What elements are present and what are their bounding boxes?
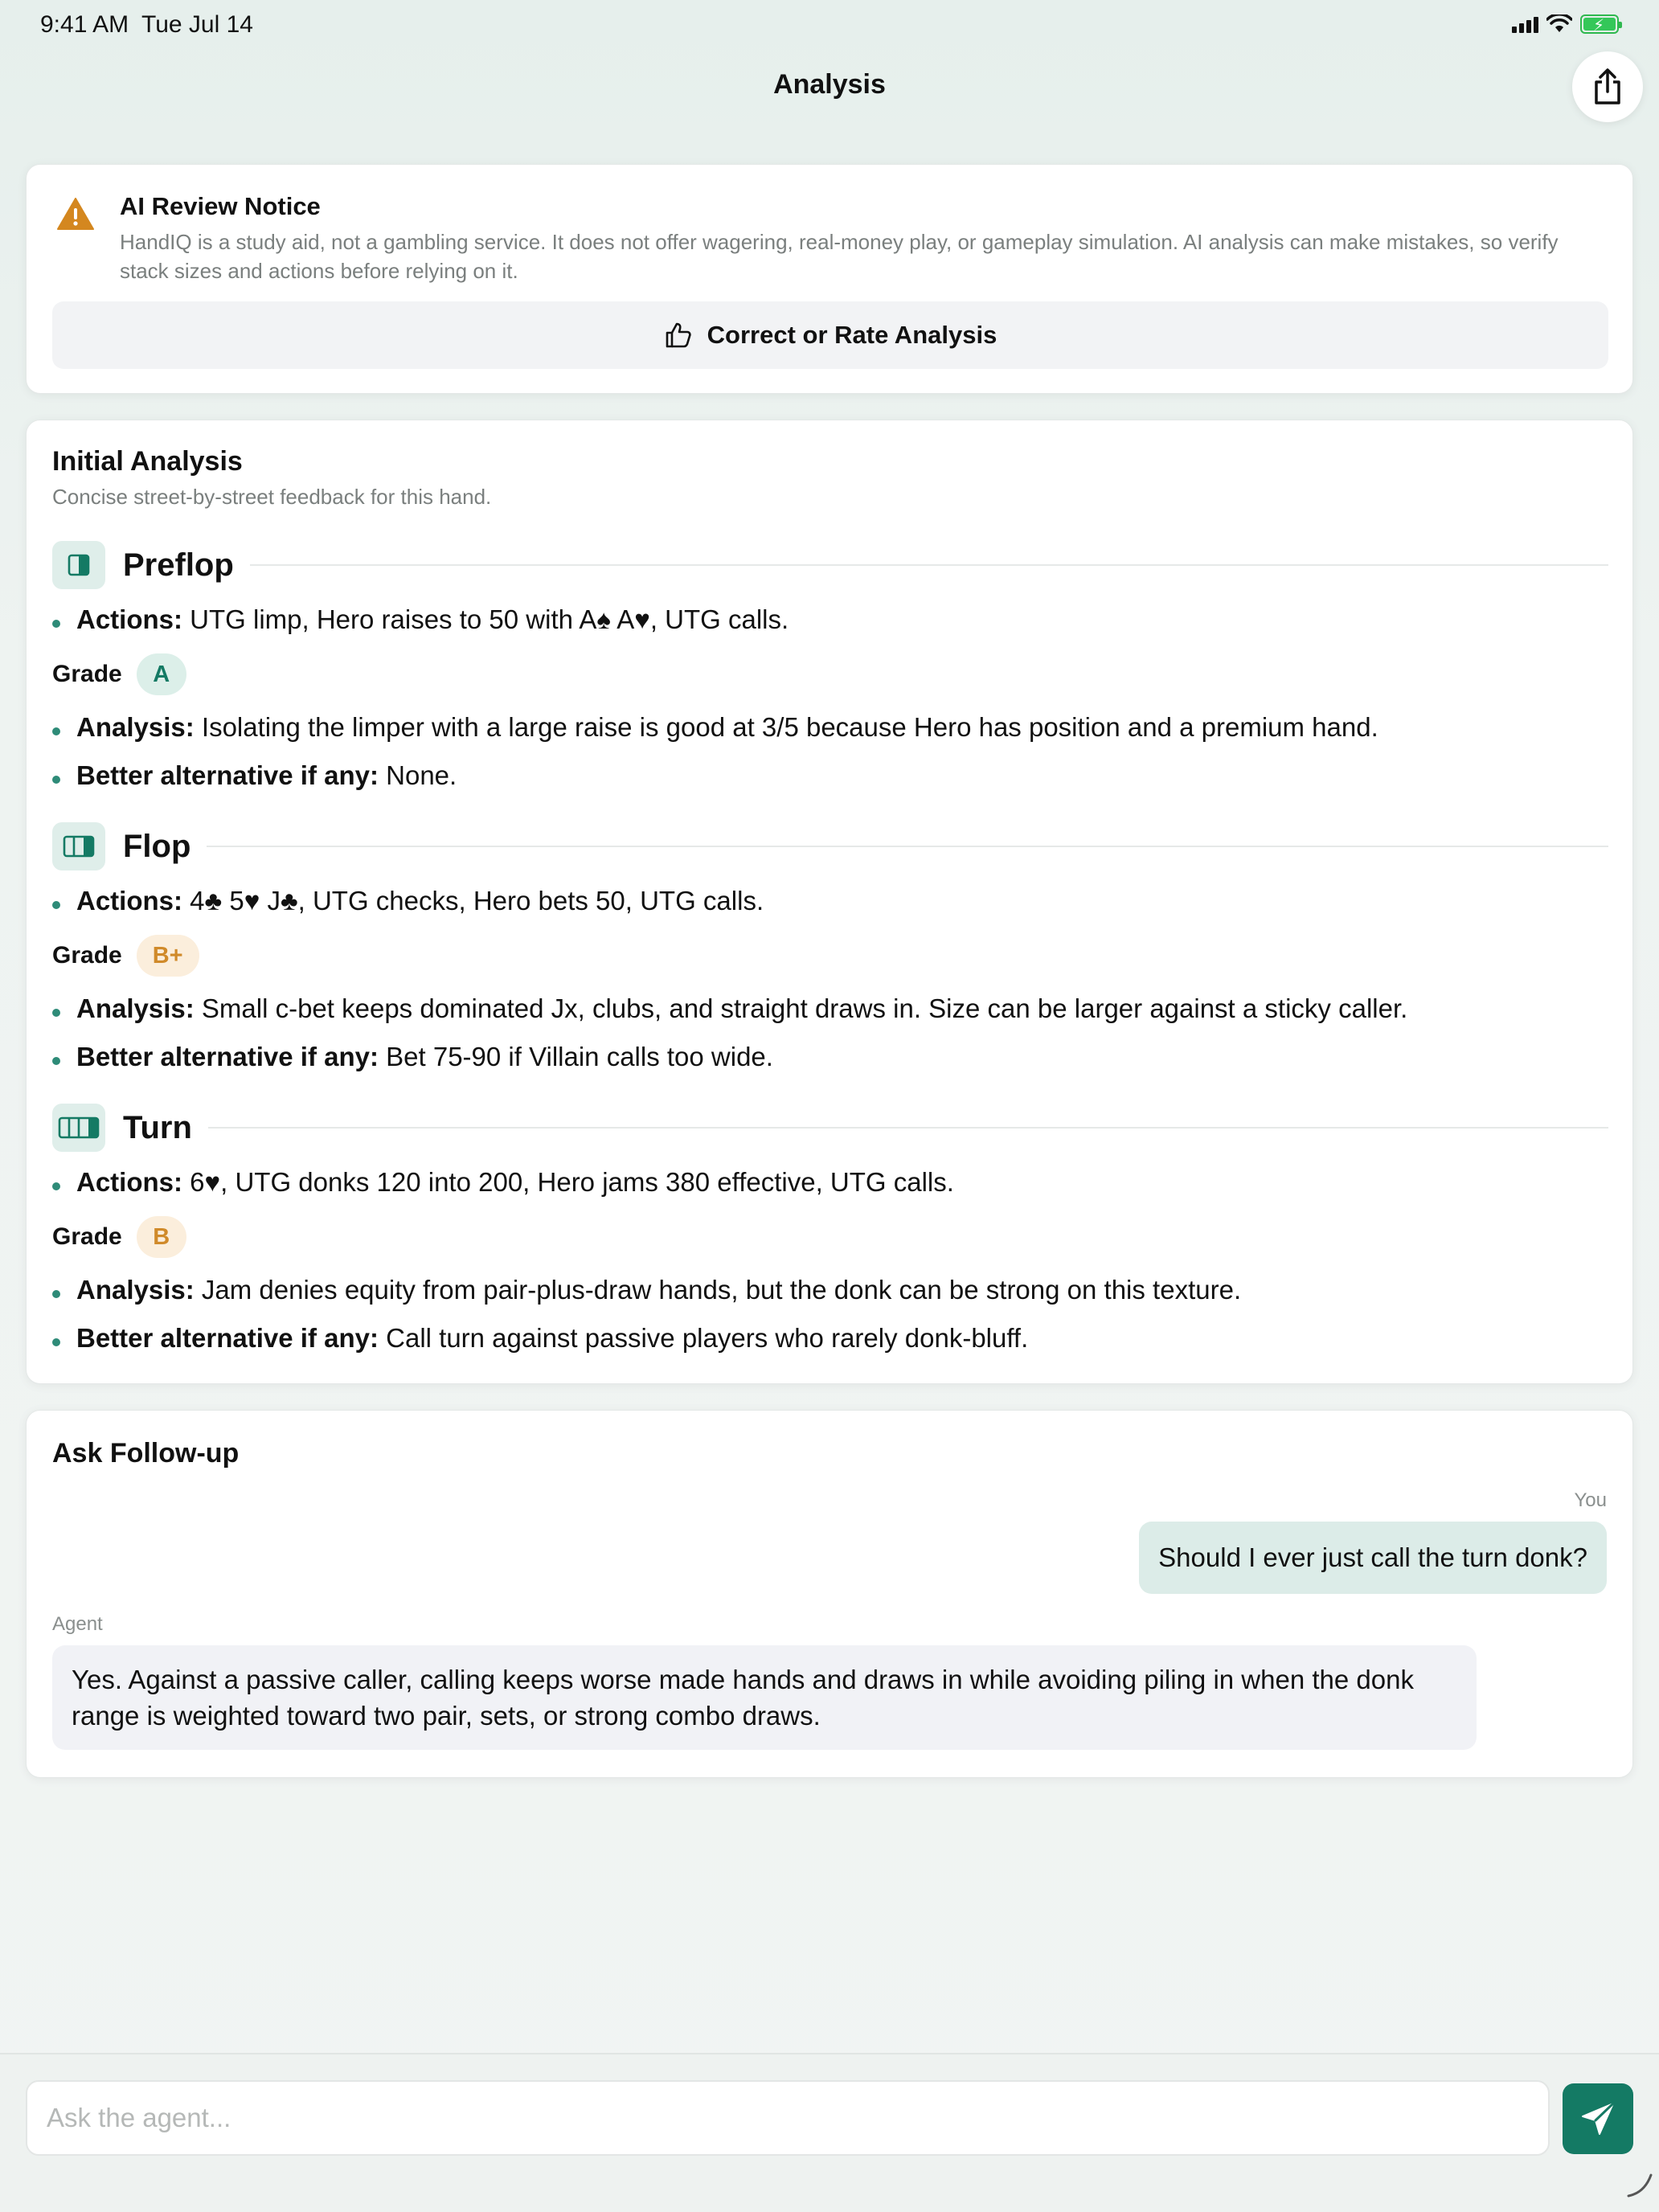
analysis-title: Initial Analysis [52, 446, 243, 477]
grade-badge: A [137, 653, 186, 695]
status-date: Tue Jul 14 [141, 11, 253, 38]
analysis-bullet: Analysis: Small c-bet keeps dominated Jx, clubs, and straight draws in. Size can be larger against a sticky caller. [52, 991, 1608, 1026]
share-button[interactable] [1572, 51, 1643, 122]
grade-label: Grade [52, 1223, 122, 1250]
flop-icon [52, 822, 105, 870]
street-header-flop [52, 822, 1608, 870]
send-button[interactable] [1563, 2083, 1633, 2154]
alternative-bullet: Better alternative if any: Call turn against passive players who rarely donk-bluff. [52, 1321, 1608, 1356]
street-header-turn [52, 1104, 1608, 1152]
analysis-bullet: Analysis: Jam denies equity from pair-plus-draw hands, but the donk can be strong on this texture. [52, 1272, 1608, 1308]
rate-button-label: Correct or Rate Analysis [707, 321, 997, 349]
resize-grabber-icon [1625, 2170, 1654, 2199]
grade-row [52, 1216, 186, 1258]
followup-title: Ask Follow-up [52, 1438, 240, 1469]
actions-bullet: Actions: UTG limp, Hero raises to 50 with A♠ A♥, UTG calls. [52, 602, 1608, 637]
ai-review-notice-card [26, 164, 1633, 394]
ask-agent-input[interactable] [26, 2080, 1550, 2156]
street-name: Turn [123, 1109, 192, 1145]
divider [250, 564, 1608, 566]
divider [208, 1127, 1608, 1129]
analysis-subtitle: Concise street-by-street feedback for this hand. [52, 485, 492, 509]
notice-body: HandIQ is a study aid, not a gambling service. It does not offer wagering, real-money play, or gameplay simulation. AI analysis can make mistakes, so verify stack sizes and actions before relying on it. [120, 230, 1559, 283]
preflop-icon [52, 541, 105, 589]
status-bar [0, 0, 1659, 51]
share-icon [1591, 68, 1624, 106]
agent-role-label: Agent [52, 1613, 103, 1635]
battery-charging-icon: ⚡ [1580, 14, 1619, 34]
actions-bullet: Actions: 4♣ 5♥ J♣, UTG checks, Hero bets 50, UTG calls. [52, 883, 1608, 919]
grade-row [52, 935, 199, 977]
agent-message-bubble: Yes. Against a passive caller, calling keeps worse made hands and draws in while avoiding piling in when the donk range is weighted toward two pair, sets, or strong combo draws. [52, 1645, 1477, 1750]
composer-bar [0, 2053, 1659, 2212]
status-indicators [1512, 14, 1619, 34]
ask-followup-card [26, 1410, 1633, 1778]
street-name: Preflop [123, 547, 234, 583]
actions-bullet: Actions: 6♥, UTG donks 120 into 200, Hero jams 380 effective, UTG calls. [52, 1165, 1608, 1200]
street-name: Flop [123, 828, 191, 864]
thumbs-up-icon [664, 321, 693, 350]
status-time: 9:41 AM [40, 11, 129, 38]
user-message-bubble: Should I ever just call the turn donk? [1139, 1522, 1607, 1594]
analysis-bullet: Analysis: Isolating the limper with a large raise is good at 3/5 because Hero has position and a premium hand. [52, 710, 1608, 745]
notice-title: AI Review Notice [120, 192, 321, 220]
wifi-icon [1546, 14, 1572, 34]
grade-badge: B [137, 1216, 186, 1258]
grade-label: Grade [52, 942, 122, 969]
correct-or-rate-analysis-button[interactable] [52, 301, 1608, 369]
page-title: Analysis [773, 69, 886, 100]
grade-label: Grade [52, 661, 122, 687]
turn-icon [52, 1104, 105, 1152]
divider [207, 846, 1608, 847]
alternative-bullet: Better alternative if any: Bet 75-90 if Villain calls too wide. [52, 1039, 1608, 1075]
street-header-preflop [52, 541, 1608, 589]
grade-row [52, 653, 186, 695]
alternative-bullet: Better alternative if any: None. [52, 758, 1608, 793]
initial-analysis-card [26, 420, 1633, 1384]
grade-badge: B+ [137, 935, 199, 977]
send-icon [1579, 2100, 1616, 2137]
user-role-label: You [1574, 1489, 1607, 1511]
cellular-signal-icon [1512, 15, 1538, 33]
warning-icon [57, 197, 94, 231]
